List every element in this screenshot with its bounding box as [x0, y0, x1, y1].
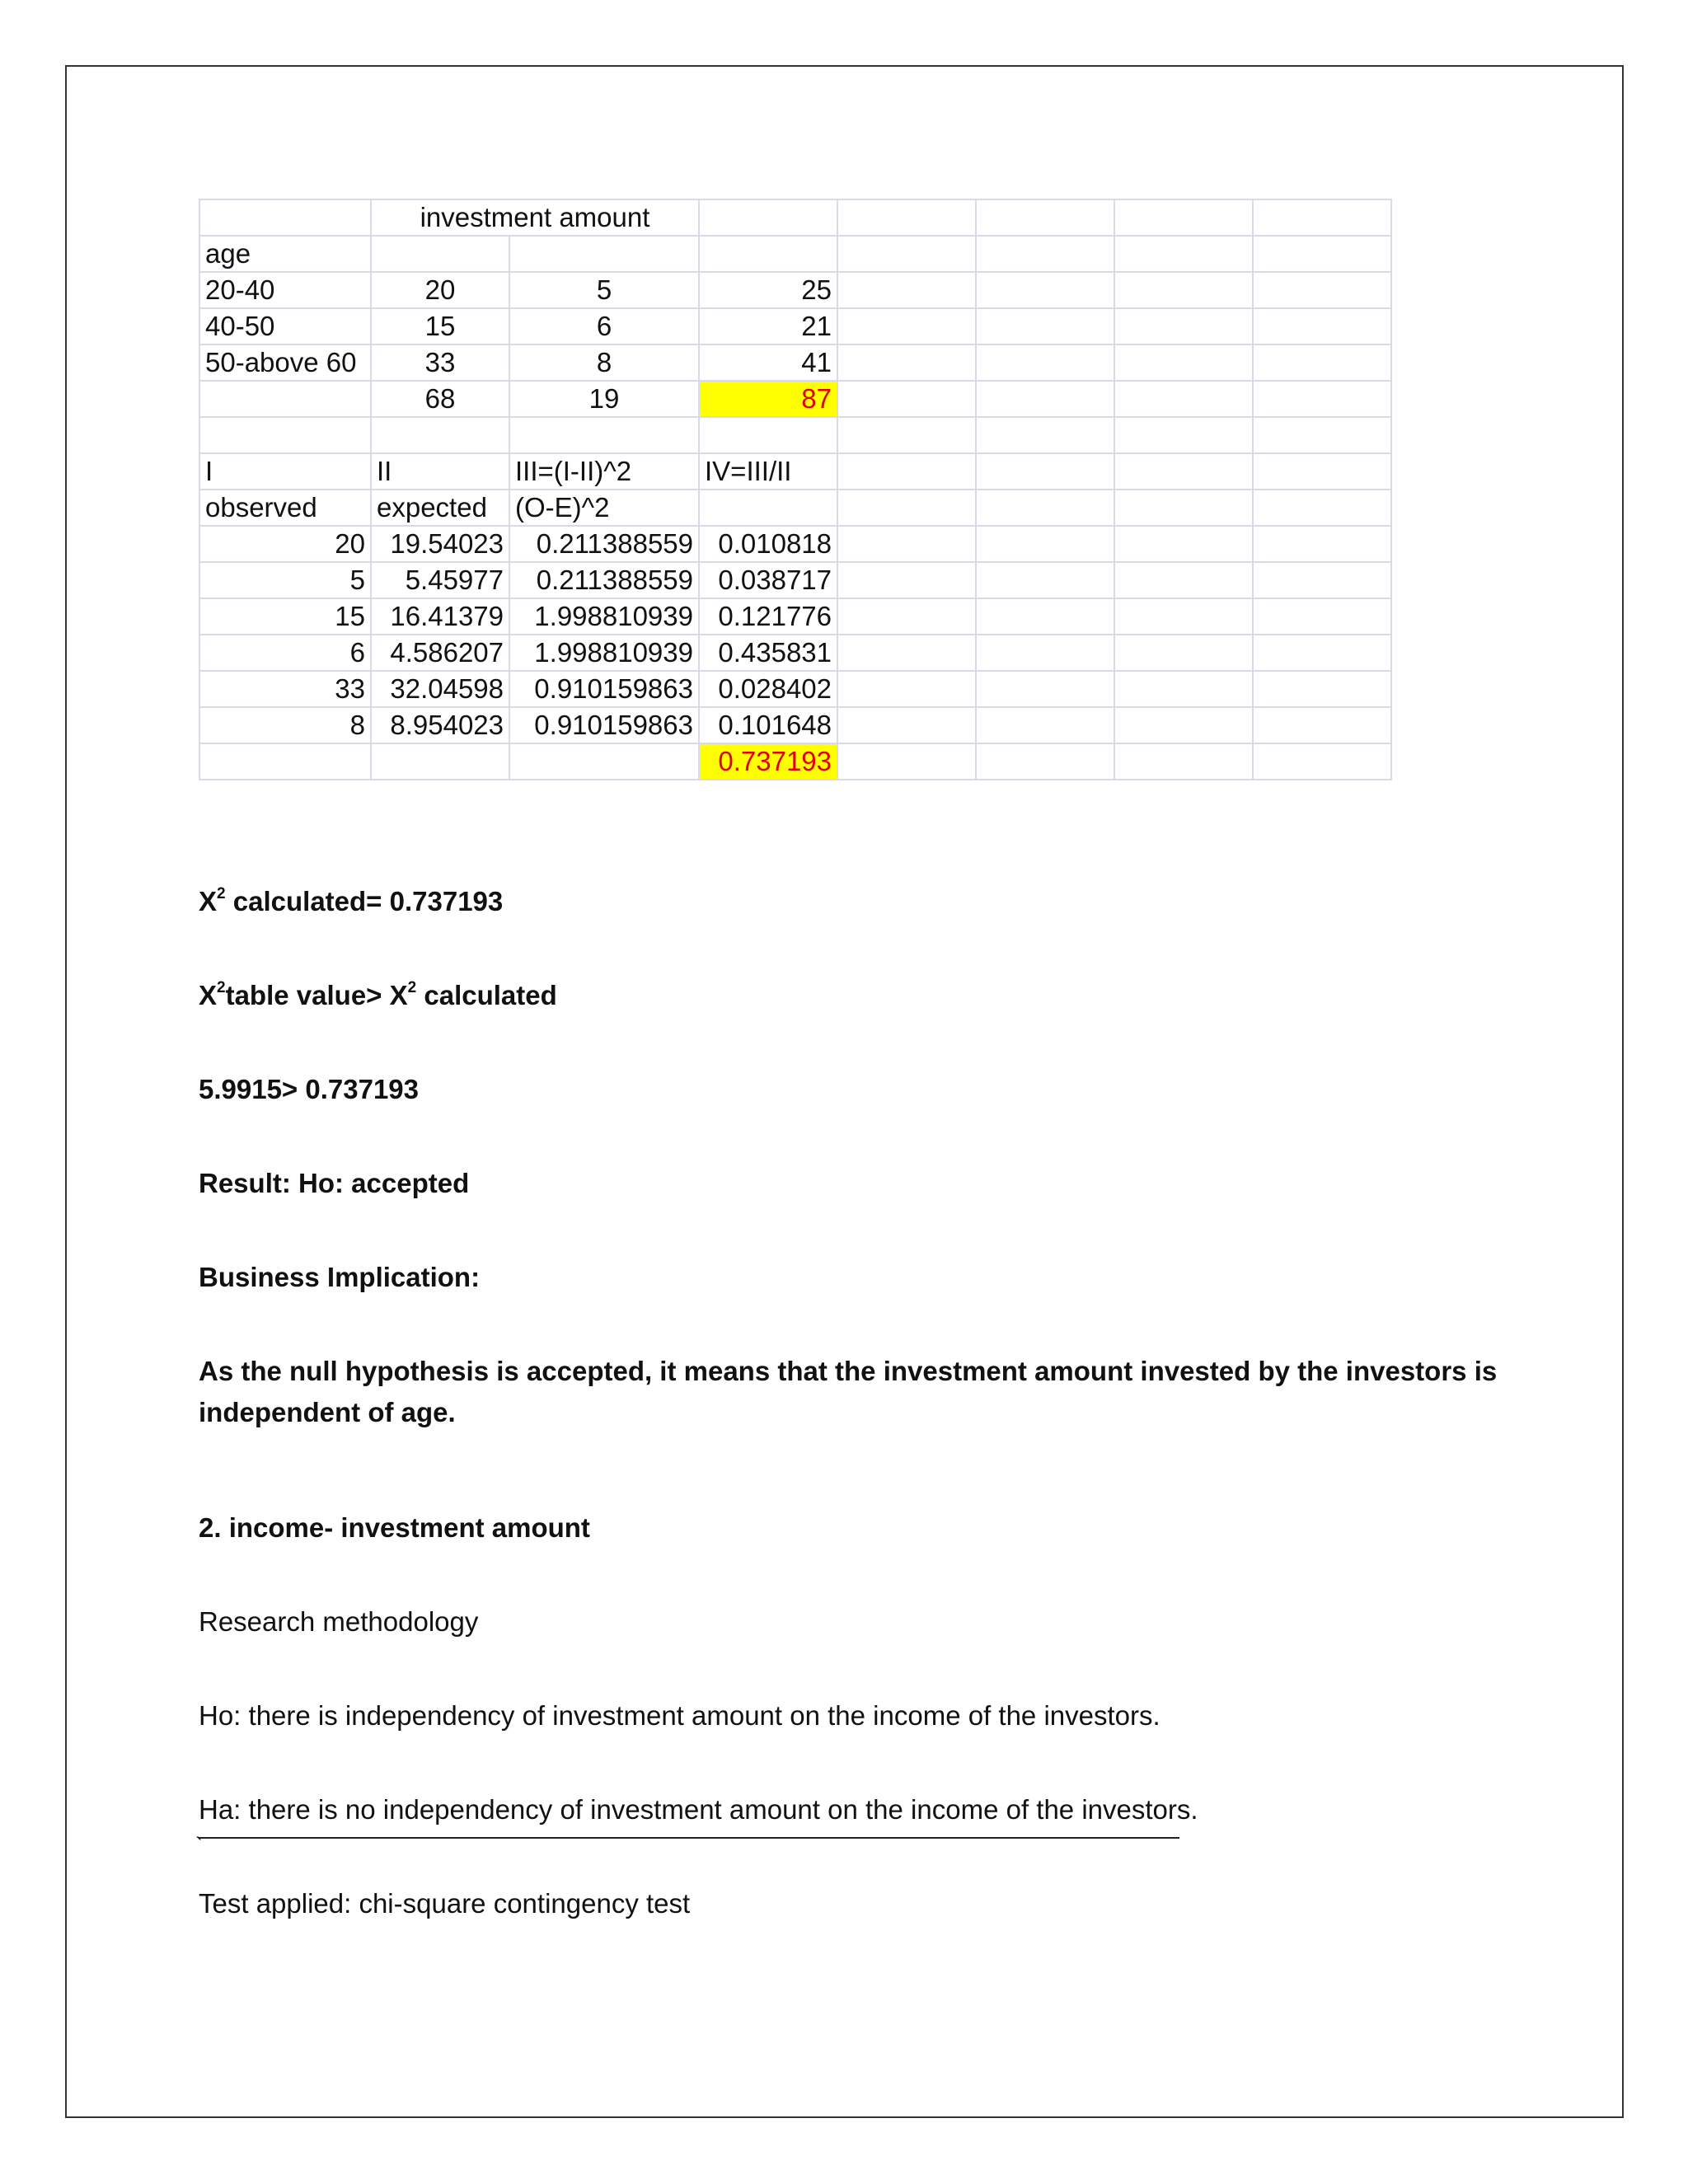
- age-group-label: 50-above 60: [199, 344, 371, 381]
- ratio-cell: 0.435831: [699, 635, 837, 671]
- age-group-label: 20-40: [199, 272, 371, 308]
- cell: [976, 671, 1114, 707]
- squared-diff-cell: 0.910159863: [509, 671, 699, 707]
- cell: [837, 671, 976, 707]
- cell: [1114, 671, 1253, 707]
- cell: [837, 490, 976, 526]
- cell: [976, 453, 1114, 490]
- cell: [1253, 490, 1391, 526]
- chi-symbol: X: [389, 980, 408, 1010]
- table-row: [199, 272, 1391, 308]
- expected-cell: 16.41379: [371, 598, 509, 635]
- squared-diff-cell: 1.998810939: [509, 635, 699, 671]
- cell: [371, 236, 509, 272]
- row-total-cell: 21: [699, 308, 837, 344]
- cell: [976, 344, 1114, 381]
- chi-calculated-line: [199, 881, 503, 922]
- cell: [1253, 671, 1391, 707]
- cell: [509, 743, 699, 780]
- cell: [1114, 743, 1253, 780]
- superscript: 2: [217, 885, 226, 902]
- cell: [837, 707, 976, 743]
- test-applied: Test applied: chi-square contingency test: [199, 1888, 691, 1919]
- column-numeral: IV=III/II: [699, 453, 837, 490]
- expected-cell: 4.586207: [371, 635, 509, 671]
- cell: [1253, 598, 1391, 635]
- table-row: [199, 671, 1391, 707]
- cell: [976, 526, 1114, 562]
- result-line: Result: Ho: accepted: [199, 1168, 470, 1198]
- cell: [1253, 635, 1391, 671]
- totals-row: [199, 381, 1391, 417]
- cell: [1253, 199, 1391, 236]
- table-row: [199, 707, 1391, 743]
- cell: [199, 743, 371, 780]
- age-label: age: [199, 236, 371, 272]
- cell: [976, 417, 1114, 453]
- cell: [699, 199, 837, 236]
- chi-total-row: [199, 743, 1391, 780]
- cell: [371, 743, 509, 780]
- cell: [1114, 199, 1253, 236]
- comparison-line: 5.9915> 0.737193: [199, 1074, 420, 1104]
- chi-square-total-cell: 0.737193: [699, 743, 837, 780]
- cell: [976, 743, 1114, 780]
- cell: [1114, 490, 1253, 526]
- observed-cell: 33: [199, 671, 371, 707]
- cell: [976, 490, 1114, 526]
- cell: [199, 381, 371, 417]
- cell: [837, 381, 976, 417]
- age-group-label: 40-50: [199, 308, 371, 344]
- superscript: 2: [407, 979, 417, 996]
- cell: [1114, 635, 1253, 671]
- cell: [699, 236, 837, 272]
- cell: [976, 308, 1114, 344]
- cell: [1114, 272, 1253, 308]
- cell: [837, 598, 976, 635]
- cell: [699, 417, 837, 453]
- ratio-cell: 0.038717: [699, 562, 837, 598]
- cell: [1253, 344, 1391, 381]
- cell: [1114, 344, 1253, 381]
- cell: [1114, 417, 1253, 453]
- alternative-hypothesis: Ha: there is no independency of investment amount on the income of the investors.: [199, 1794, 1198, 1825]
- chi-symbol: X: [199, 980, 218, 1010]
- expected-cell: 32.04598: [371, 671, 509, 707]
- cell: [1253, 236, 1391, 272]
- ratio-cell: 0.028402: [699, 671, 837, 707]
- column-numeral: I: [199, 453, 371, 490]
- cell: [837, 453, 976, 490]
- table-row: [199, 562, 1391, 598]
- cell: [1253, 272, 1391, 308]
- squared-diff-cell: 0.211388559: [509, 562, 699, 598]
- table-value-text: table value>: [225, 980, 390, 1010]
- cell: [976, 381, 1114, 417]
- cell: [976, 562, 1114, 598]
- cell: [199, 199, 371, 236]
- table-vs-calculated-line: [199, 975, 557, 1016]
- grand-total-cell: 87: [699, 381, 837, 417]
- calculated-text: calculated= 0.737193: [225, 886, 504, 916]
- cell: [837, 308, 976, 344]
- cell: [1114, 453, 1253, 490]
- cell: [1114, 308, 1253, 344]
- column-name: (O-E)^2: [509, 490, 699, 526]
- cell: [1253, 562, 1391, 598]
- implication-heading: Business Implication:: [199, 1262, 481, 1292]
- cell: [509, 236, 699, 272]
- cell: [976, 236, 1114, 272]
- squared-diff-cell: 0.910159863: [509, 707, 699, 743]
- table-row: [199, 526, 1391, 562]
- section-heading: 2. income- investment amount: [199, 1512, 590, 1543]
- cell: [976, 199, 1114, 236]
- ratio-cell: 0.101648: [699, 707, 837, 743]
- investment-amount-header: investment amount: [371, 199, 699, 236]
- column-total-cell: 68: [371, 381, 509, 417]
- cell: [1253, 381, 1391, 417]
- squared-diff-cell: 0.211388559: [509, 526, 699, 562]
- observed-cell: 6: [199, 635, 371, 671]
- observed-cell: 8: [199, 707, 371, 743]
- spreadsheet-table: [199, 199, 1392, 780]
- cell: [1253, 308, 1391, 344]
- table-cell: 20: [371, 272, 509, 308]
- column-name: expected: [371, 490, 509, 526]
- null-hypothesis: Ho: there is independency of investment amount on the income of the investors.: [199, 1700, 1160, 1731]
- cell: [1114, 562, 1253, 598]
- cell: [1114, 381, 1253, 417]
- cell: [837, 526, 976, 562]
- column-numeral: II: [371, 453, 509, 490]
- cell: [976, 272, 1114, 308]
- cell: [1114, 598, 1253, 635]
- cell: [1114, 236, 1253, 272]
- cell: [1253, 453, 1391, 490]
- table-cell: 8: [509, 344, 699, 381]
- tick-mark: `: [195, 1833, 203, 1858]
- cell: [837, 417, 976, 453]
- expected-cell: 8.954023: [371, 707, 509, 743]
- table-row: [199, 635, 1391, 671]
- row-total-cell: 41: [699, 344, 837, 381]
- table-cell: 33: [371, 344, 509, 381]
- cell: [837, 743, 976, 780]
- cell: [1114, 707, 1253, 743]
- cell: [837, 236, 976, 272]
- observed-cell: 5: [199, 562, 371, 598]
- cell: [1114, 526, 1253, 562]
- cell: [976, 707, 1114, 743]
- cell: [1253, 707, 1391, 743]
- cell: [371, 417, 509, 453]
- expected-cell: 5.45977: [371, 562, 509, 598]
- cell: [837, 344, 976, 381]
- squared-diff-cell: 1.998810939: [509, 598, 699, 635]
- ratio-cell: 0.010818: [699, 526, 837, 562]
- cell: [1253, 417, 1391, 453]
- column-names-row: [199, 490, 1391, 526]
- methodology-heading: Research methodology: [199, 1606, 479, 1637]
- cell: [837, 199, 976, 236]
- cell: [1253, 526, 1391, 562]
- cell: [976, 598, 1114, 635]
- cell: [509, 417, 699, 453]
- table-row: [199, 308, 1391, 344]
- chi-symbol: X: [199, 886, 218, 916]
- cell: [837, 635, 976, 671]
- table-cell: 15: [371, 308, 509, 344]
- superscript: 2: [217, 979, 226, 996]
- table-row: [199, 598, 1391, 635]
- column-total-cell: 19: [509, 381, 699, 417]
- calculated-text: calculated: [416, 980, 557, 1010]
- cell: [837, 562, 976, 598]
- column-numerals-row: [199, 453, 1391, 490]
- horizontal-rule: [199, 1837, 1179, 1839]
- ratio-cell: 0.121776: [699, 598, 837, 635]
- expected-cell: 19.54023: [371, 526, 509, 562]
- table-cell: 5: [509, 272, 699, 308]
- cell: [837, 272, 976, 308]
- observed-cell: 15: [199, 598, 371, 635]
- table-row: [199, 344, 1391, 381]
- column-numeral: III=(I-II)^2: [509, 453, 699, 490]
- implication-paragraph: As the null hypothesis is accepted, it means that the investment amount invested by the investors is independent of age.: [199, 1356, 1498, 1427]
- cell: [1253, 743, 1391, 780]
- column-name: observed: [199, 490, 371, 526]
- observed-cell: 20: [199, 526, 371, 562]
- row-total-cell: 25: [699, 272, 837, 308]
- cell: [199, 417, 371, 453]
- cell: [976, 635, 1114, 671]
- table-cell: 6: [509, 308, 699, 344]
- cell: [699, 490, 837, 526]
